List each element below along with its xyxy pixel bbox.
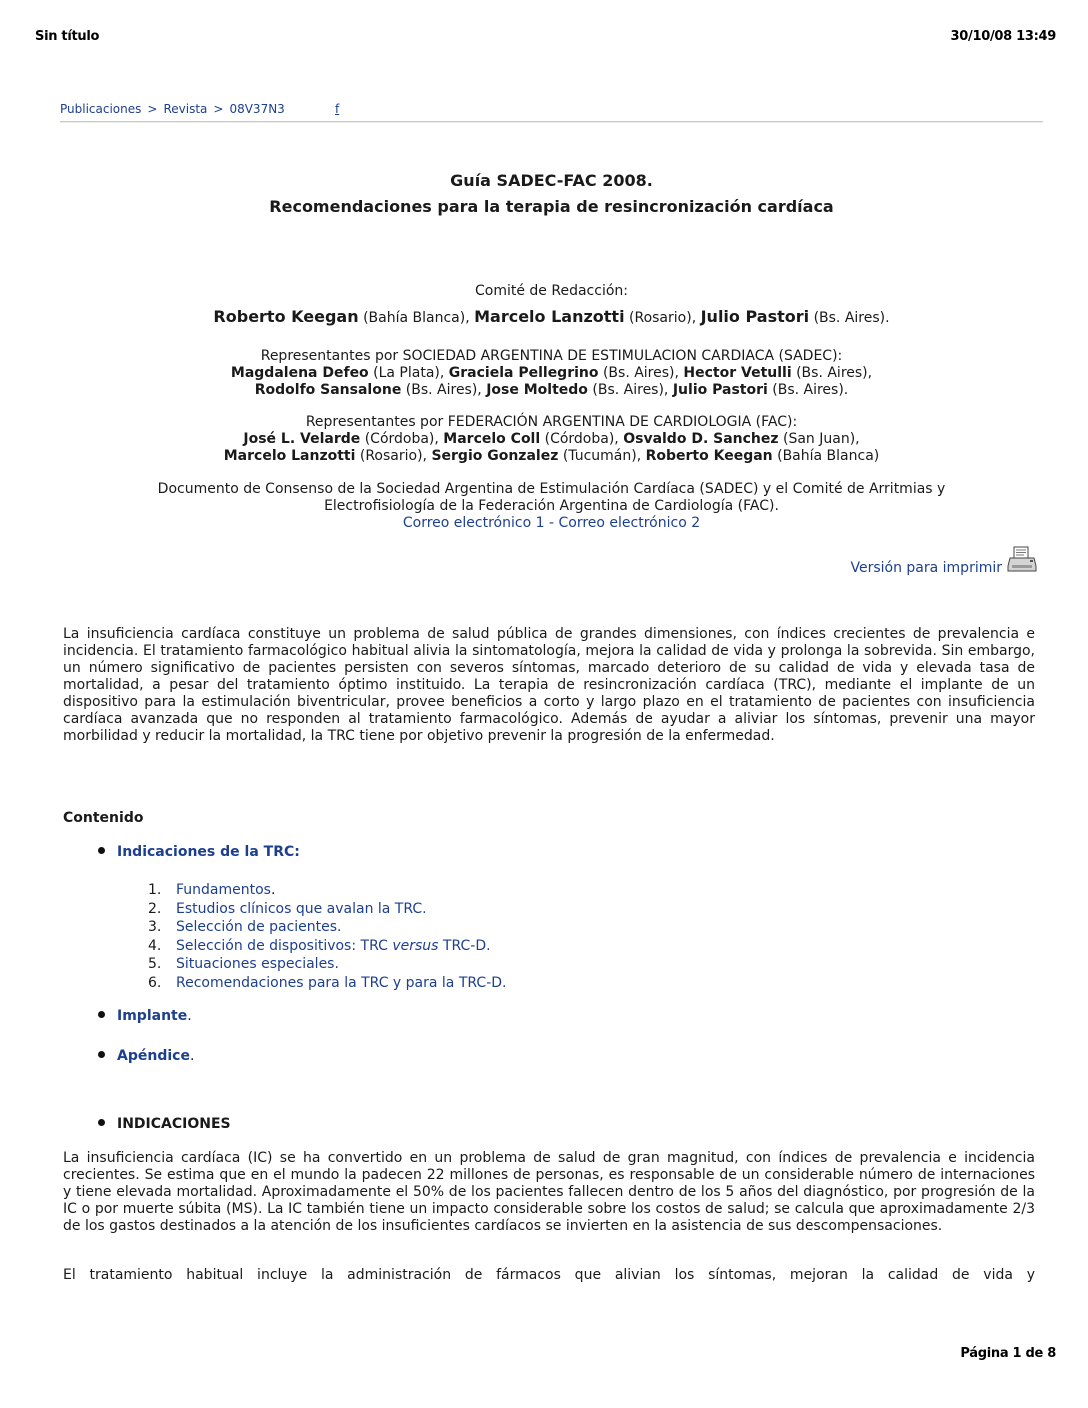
body-paragraph-2: El tratamiento habitual incluye la administración de fármacos que alivian los síntomas, mejoran la calidad de vida y [63,1267,1035,1283]
author-name: Magdalena Defeo [230,365,369,381]
author-name: Graciela Pellegrino [448,365,599,381]
author-name: Roberto Keegan [645,448,773,464]
breadcrumb-issue[interactable]: 08V37N3 [229,102,285,116]
author-name: Hector Vetulli [683,365,792,381]
toc-number: 1. [148,882,162,898]
breadcrumb [60,102,285,116]
printer-icon[interactable] [1007,546,1037,574]
author-place: (La Plata), [373,365,449,381]
toc-item [148,937,506,956]
toc-item [148,881,506,900]
document-title: Sin título [35,29,100,44]
author-place: (Córdoba), [544,431,624,447]
author-place: (Bs. Aires), [405,382,487,398]
toc-link-fundamentos[interactable]: Fundamentos [176,882,271,898]
bullet-apendice [98,1048,194,1064]
implante-link[interactable]: Implante [117,1008,188,1024]
author-name: Roberto Keegan [213,307,359,326]
author-name: Jose Moltedo [486,382,588,398]
apendice-link[interactable]: Apéndice [117,1048,190,1064]
bullet-indicaciones [98,844,300,860]
author-place: (Bs. Aires), [602,365,684,381]
toc-link-text: TRC-D. [438,937,491,954]
author-place: (Córdoba), [364,431,444,447]
bullet-dot [98,1119,105,1126]
breadcrumb-separator: > [213,102,224,116]
toc-item [148,955,506,974]
toc-link-recomendaciones[interactable]: Recomendaciones para la TRC y para la TRC-D. [176,974,507,991]
sadec-line-2 [60,382,1043,399]
fac-representatives [60,414,1043,465]
bullet-suffix: . [189,1048,195,1064]
consensus-statement [60,481,1043,532]
bullet-dot [98,1051,105,1058]
author-place: (Bs. Aires). [772,382,849,398]
email-link-2[interactable]: Correo electrónico 2 [558,515,701,531]
body-paragraph-1: La insuficiencia cardíaca (IC) se ha convertido en un problema de salud de gran magnitud, con índices de prevalencia e incidencia crecientes. Se estima que en el mundo la padecen 22 millones de personas, es responsable de un considerable número de internaciones y tiene elevada mortalidad. Aproximadamente el 50% de los pacientes fallecen dentro de los 5 años del diagnóstico, por progresión de la IC o por muerte súbita (MS). La IC también tiene un impacto considerable sobre los costos de salud; se calcula que aproximadamente 2/3 de los gastos destinados a la atención de los insuficientes cardíacos se invierten en la asistencia de sus descompensaciones. [63,1150,1035,1234]
breadcrumb-separator: > [147,102,158,116]
toc-number: 4. [148,937,162,954]
header-divider [60,121,1043,123]
comite-label: Comité de Redacción: [475,283,628,299]
fac-line-1 [60,431,1043,448]
toc-number: 3. [148,919,162,935]
sadec-line-1 [60,365,1043,382]
breadcrumb-publicaciones[interactable]: Publicaciones [60,102,142,116]
page-title: Guía SADEC-FAC 2008. [450,171,653,190]
author-name: José L. Velarde [243,431,361,447]
toc-suffix: . [270,882,276,898]
consensus-line-1: Documento de Consenso de la Sociedad Argentina de Estimulación Cardíaca (SADEC) y el Comité de Arritmias y [157,481,946,497]
bullet-suffix: . [187,1008,192,1024]
email-links [60,515,1043,532]
bullet-dot [98,1011,105,1018]
toc-number: 2. [148,900,162,917]
sadec-representatives [60,348,1043,399]
bullet-dot [98,847,105,854]
author-place: (Tucumán), [562,448,646,464]
author-name: Osvaldo D. Sanchez [623,431,779,447]
toc-link-seleccion-dispositivos[interactable] [176,938,491,954]
author-place: (Bahía Blanca) [777,448,880,464]
author-place: (San Juan), [783,431,860,447]
breadcrumb-extra-link[interactable]: f [335,102,340,116]
toc-link-situaciones[interactable]: Situaciones especiales. [176,956,339,972]
toc-item [148,974,506,993]
toc-item [148,900,506,919]
section-heading-indicaciones [98,1116,231,1132]
author-place: (Bs. Aires), [796,365,873,381]
sadec-label: Representantes por SOCIEDAD ARGENTINA DE ESTIMULACION CARDIACA (SADEC): [260,348,843,364]
toc-link-seleccion-pacientes[interactable]: Selección de pacientes. [176,919,342,935]
consensus-line-2: Electrofisiología de la Federación Argentina de Cardiología (FAC). [324,498,779,514]
indicaciones-link[interactable]: Indicaciones de la TRC: [117,844,300,860]
toc-number: 5. [148,956,162,972]
author-place: (Bs. Aires), [592,382,673,398]
author-name: Sergio Gonzalez [431,448,559,464]
toc-link-text: Selección de dispositivos: TRC [176,937,393,954]
toc-list [148,881,506,992]
print-version-link[interactable]: Versión para imprimir [850,560,1002,576]
email-link-1[interactable]: Correo electrónico 1 [402,515,545,531]
contents-heading: Contenido [63,810,144,826]
fac-line-2 [60,448,1043,465]
print-timestamp: 30/10/08 13:49 [950,29,1056,44]
intro-paragraph: La insuficiencia cardíaca constituye un problema de salud pública de grandes dimensiones, con índices crecientes de prevalencia e incidencia. El tratamiento farmacológico habitual alivia la sintomatología, mejora la calidad de vida y prolonga la sobrevida. Sin embargo, un número significativo de pacientes persisten con severos síntomas, marcado deterioro de su calidad de vida y elevada tasa de mortalidad, a pesar del tratamiento óptimo instituido. La terapia de resincronización cardíaca (TRC), mediante el implante de un dispositivo para la estimulación biventricular, provee beneficios a corto y largo plazo en el tratamiento de pacientes con insuficiencia cardíaca avanzada que no responden al tratamiento farmacológico. Además de ayudar a aliviar los síntomas, prevenir una mayor morbilidad y reducir la mortalidad, la TRC tiene por objetivo prevenir la progresión de la enfermedad. [63,626,1035,744]
author-name: Julio Pastori [700,307,810,326]
comite-members: Roberto Keegan (Bahía Blanca), Marcelo Lanzotti (Rosario), Julio Pastori (Bs. Aires). [213,307,890,326]
toc-number: 6. [148,974,162,991]
toc-link-estudios[interactable]: Estudios clínicos que avalan la TRC. [176,900,427,917]
email-separator: - [548,515,555,531]
author-name: Marcelo Lanzotti [223,448,356,464]
toc-item [148,918,506,937]
author-name: Marcelo Coll [443,431,541,447]
author-name: Julio Pastori [672,382,768,398]
section-heading-text: INDICACIONES [117,1116,231,1132]
page-subtitle: Recomendaciones para la terapia de resincronización cardíaca [269,197,834,216]
fac-label: Representantes por FEDERACIÓN ARGENTINA DE CARDIOLOGIA (FAC): [305,414,798,430]
toc-link-emphasis: versus [392,937,439,954]
author-name: Marcelo Lanzotti [474,307,625,326]
author-place: (Bahía Blanca) [363,310,466,326]
page-number: Página 1 de 8 [960,1346,1056,1361]
author-place: (Rosario) [629,310,692,326]
author-place: (Rosario), [359,448,432,464]
breadcrumb-revista[interactable]: Revista [163,102,208,116]
author-place: (Bs. Aires). [813,310,890,326]
author-name: Rodolfo Sansalone [254,382,402,398]
bullet-implante [98,1008,192,1024]
